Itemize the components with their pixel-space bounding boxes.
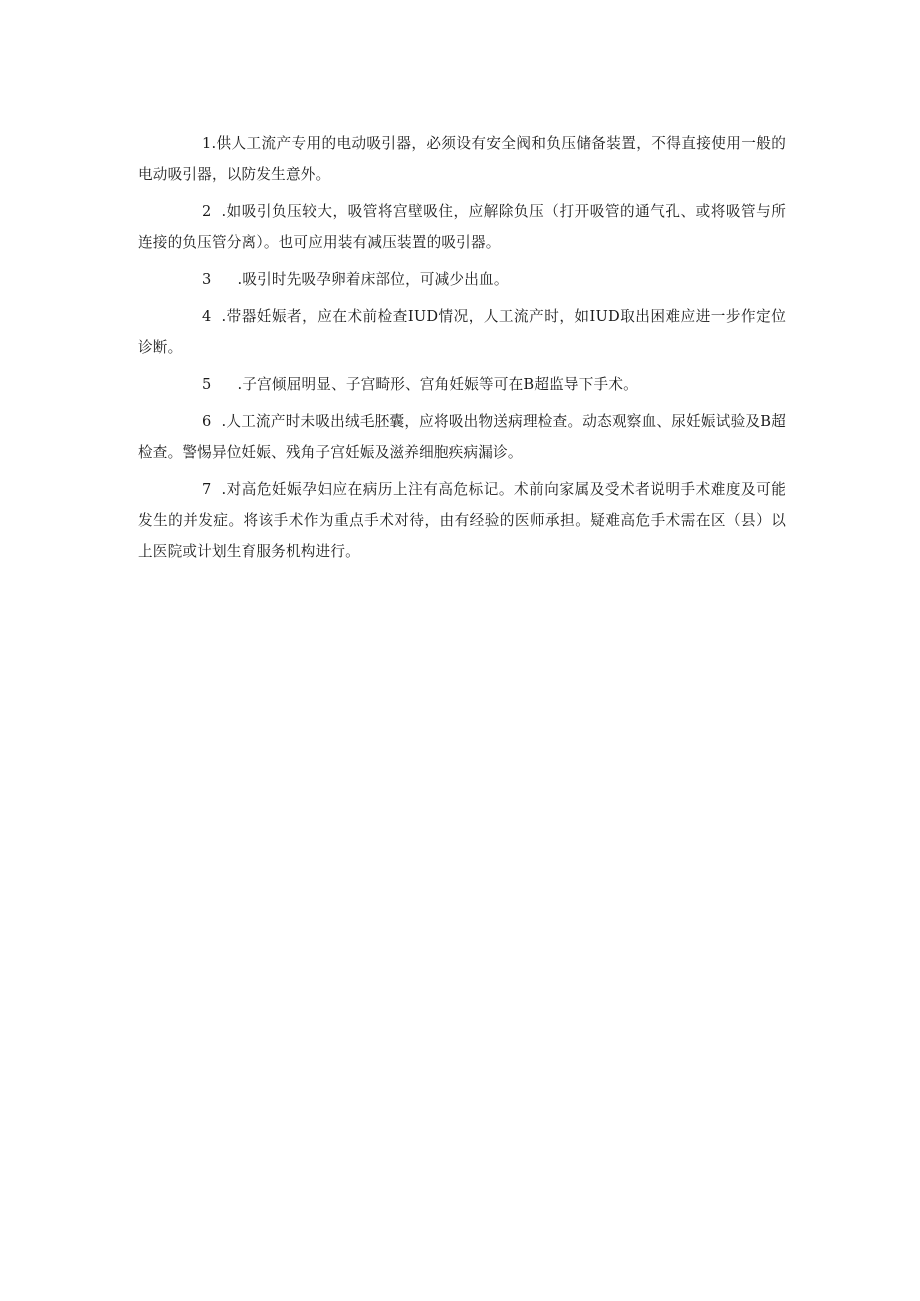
- item-number: 6: [202, 413, 212, 430]
- item-number: 5: [202, 376, 212, 393]
- list-item: [138, 264, 786, 295]
- item-text: .带器妊娠者，应在术前检查IUD情况，人工流产时，如IUD取出困难应进一步作定位诊断。: [138, 308, 786, 356]
- item-number: 2: [202, 203, 212, 220]
- item-text: .如吸引负压较大，吸管将宫壁吸住，应解除负压（打开吸管的通气孔、或将吸管与所连接的负压管分离）。也可应用装有减压装置的吸引器。: [138, 203, 786, 251]
- item-text: .子宫倾屈明显、子宫畸形、宫角妊娠等可在B超监导下手术。: [237, 376, 638, 393]
- list-item: [138, 369, 786, 400]
- item-text: 供人工流产专用的电动吸引器，必须设有安全阀和负压储备装置，不得直接使用一般的电动吸引器，以防发生意外。: [138, 135, 786, 183]
- item-text: .人工流产时未吸出绒毛胚囊，应将吸出物送病理检查。动态观察血、尿妊娠试验及B超检查。警惕异位妊娠、残角子宫妊娠及滋养细胞疾病漏诊。: [138, 413, 786, 461]
- item-number: 4: [202, 308, 212, 325]
- list-item: [138, 301, 786, 363]
- list-item: [138, 406, 786, 468]
- list-item: [138, 196, 786, 258]
- list-item: [138, 128, 786, 190]
- item-number: 7: [202, 481, 212, 498]
- item-text: .对高危妊娠孕妇应在病历上注有高危标记。术前向家属及受术者说明手术难度及可能发生的并发症。将该手术作为重点手术对待，由有经验的医师承担。疑难高危手术需在区（县）以上医院或计划生育服务机构进行。: [138, 481, 786, 560]
- item-text: .吸引时先吸孕卵着床部位，可减少出血。: [237, 271, 509, 288]
- item-number: 1.: [202, 135, 217, 152]
- document-body: [138, 128, 786, 573]
- item-number: 3: [202, 271, 212, 288]
- list-item: [138, 474, 786, 567]
